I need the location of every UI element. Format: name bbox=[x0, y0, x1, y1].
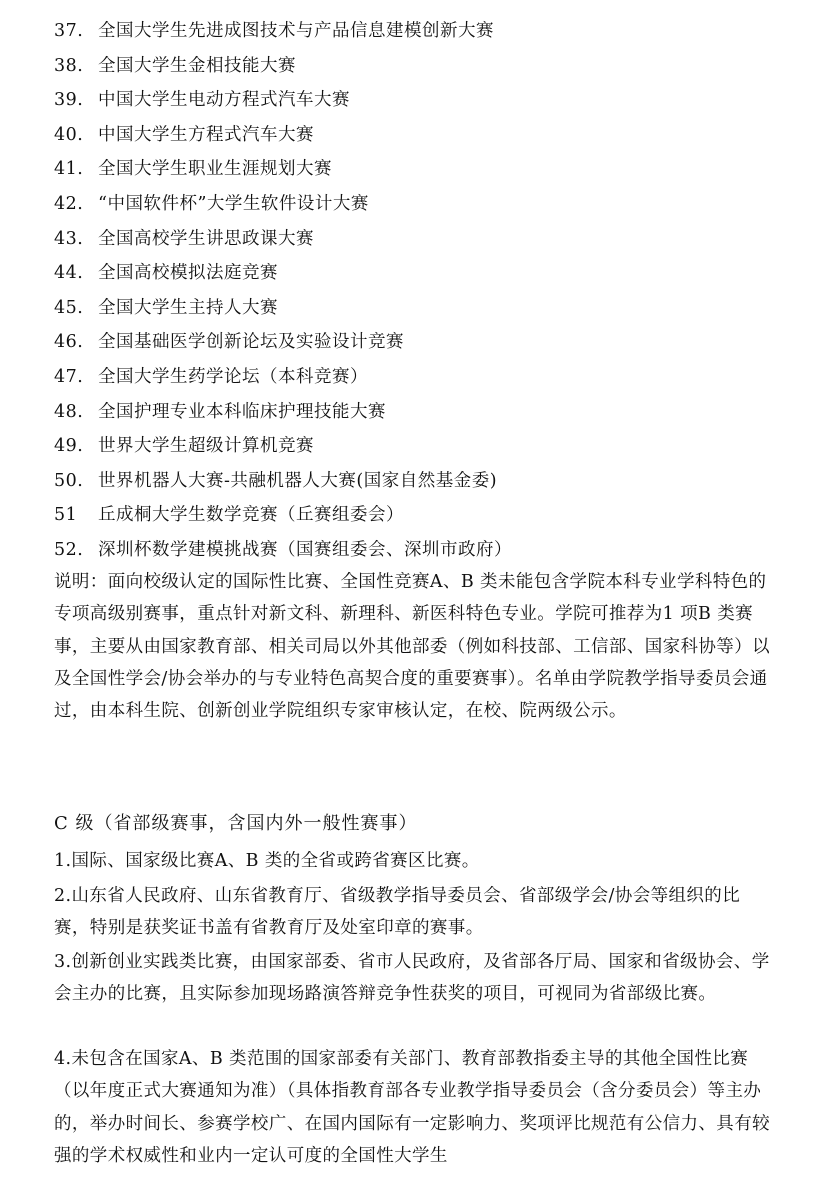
paragraph-2: 2.山东省人民政府、山东省教育厅、省级教学指导委员会、省部级学会/协会等组织的比赛，特别是获奖证书盖有省教育厅及处室印章的赛事。 bbox=[54, 886, 741, 939]
item-text: 全国高校学生讲思政课大赛 bbox=[98, 228, 314, 249]
item-text: “中国软件杯”大学生软件设计大赛 bbox=[98, 193, 369, 214]
item-text: 丘成桐大学生数学竞赛（丘赛组委会） bbox=[98, 505, 404, 526]
item-text: 全国大学生金相技能大赛 bbox=[98, 55, 296, 76]
list-item bbox=[54, 83, 794, 118]
paragraph-3: 3.创新创业实践类比赛，由国家部委、省市人民政府，及省部各厅局、国家和省级协会、学会主办的比赛，且实际参加现场路演答辩竞争性获奖的项目，可视同为省部级比赛。 bbox=[54, 952, 770, 1005]
item-number: 47. bbox=[54, 366, 84, 387]
list-item bbox=[54, 395, 794, 430]
item-number: 40. bbox=[54, 124, 84, 145]
item-number: 38. bbox=[54, 55, 84, 76]
item-number: 42. bbox=[54, 193, 84, 214]
explanatory-note: 说明：面向校级认定的国际性比赛、全国性竞赛A、B 类未能包含学院本科专业学科特色的专项高级别赛事，重点针对新文科、新理科、新医科特色专业。学院可推荐为1 项B 类赛事，主要从由国家教育部、相关司局以外其他部委（例如科技部、工信部、国家科协等）以及全国性学会/协会举办的与专业特色高契合度的重要赛事）。名单由学院教学指导委员会通过，由本科生院、创新创业学院组织专家审核认定，在校、院两级公示。 bbox=[54, 572, 770, 722]
item-text: 中国大学生电动方程式汽车大赛 bbox=[98, 90, 350, 111]
item-number: 45. bbox=[54, 297, 84, 318]
item-text: 全国大学生先进成图技术与产品信息建模创新大赛 bbox=[98, 21, 494, 41]
item-number: 52. bbox=[54, 539, 84, 560]
list-item bbox=[54, 498, 794, 533]
item-number: 51 bbox=[54, 505, 78, 526]
list-item bbox=[54, 464, 794, 499]
section-heading: C 级（省部级赛事，含国内外一般性赛事） bbox=[54, 813, 418, 834]
item-text: 全国高校模拟法庭竞赛 bbox=[98, 263, 278, 284]
item-text: 全国基础医学创新论坛及实验设计竞赛 bbox=[98, 332, 404, 353]
list-item bbox=[54, 187, 794, 222]
list-item bbox=[54, 256, 794, 291]
list-item bbox=[54, 360, 794, 395]
list-item bbox=[54, 49, 794, 84]
item-number: 44. bbox=[54, 263, 84, 284]
list-item bbox=[54, 291, 794, 326]
list-item bbox=[54, 533, 794, 568]
item-number: 37. bbox=[54, 21, 84, 41]
item-number: 41. bbox=[54, 159, 84, 180]
item-text: 全国大学生主持人大赛 bbox=[98, 297, 278, 318]
item-text: 全国大学生职业生涯规划大赛 bbox=[98, 159, 332, 180]
item-text: 全国大学生药学论坛（本科竞赛） bbox=[98, 366, 368, 387]
item-text: 世界机器人大赛-共融机器人大赛(国家自然基金委) bbox=[98, 470, 498, 491]
paragraph-1: 1.国际、国家级比赛A、B 类的全省或跨省赛区比赛。 bbox=[54, 851, 480, 871]
item-text: 全国护理专业本科临床护理技能大赛 bbox=[98, 401, 386, 422]
item-number: 48. bbox=[54, 401, 84, 422]
item-number: 39. bbox=[54, 90, 84, 111]
list-item bbox=[54, 429, 794, 464]
item-number: 50. bbox=[54, 470, 84, 491]
item-number: 43. bbox=[54, 228, 84, 249]
list-item bbox=[54, 118, 794, 153]
competition-list bbox=[54, 14, 794, 568]
list-item bbox=[54, 222, 794, 257]
paragraph-4: 4.未包含在国家A、B 类范围的国家部委有关部门、教育部教指委主导的其他全国性比赛（以年度正式大赛通知为准）（具体指教育部各专业教学指导委员会（含分委员会）等主办的，举办时间长、参赛学校广、在国内国际有一定影响力、奖项评比规范有公信力、具有较强的学术权威性和业内一定认可度的全国性大学生 bbox=[54, 1049, 770, 1166]
list-item bbox=[54, 14, 794, 49]
item-number: 49. bbox=[54, 436, 84, 457]
list-item bbox=[54, 152, 794, 187]
item-text: 世界大学生超级计算机竞赛 bbox=[98, 436, 314, 457]
item-text: 中国大学生方程式汽车大赛 bbox=[98, 124, 314, 145]
item-text: 深圳杯数学建模挑战赛（国赛组委会、深圳市政府） bbox=[98, 539, 512, 560]
item-number: 46. bbox=[54, 332, 84, 353]
list-item bbox=[54, 325, 794, 360]
